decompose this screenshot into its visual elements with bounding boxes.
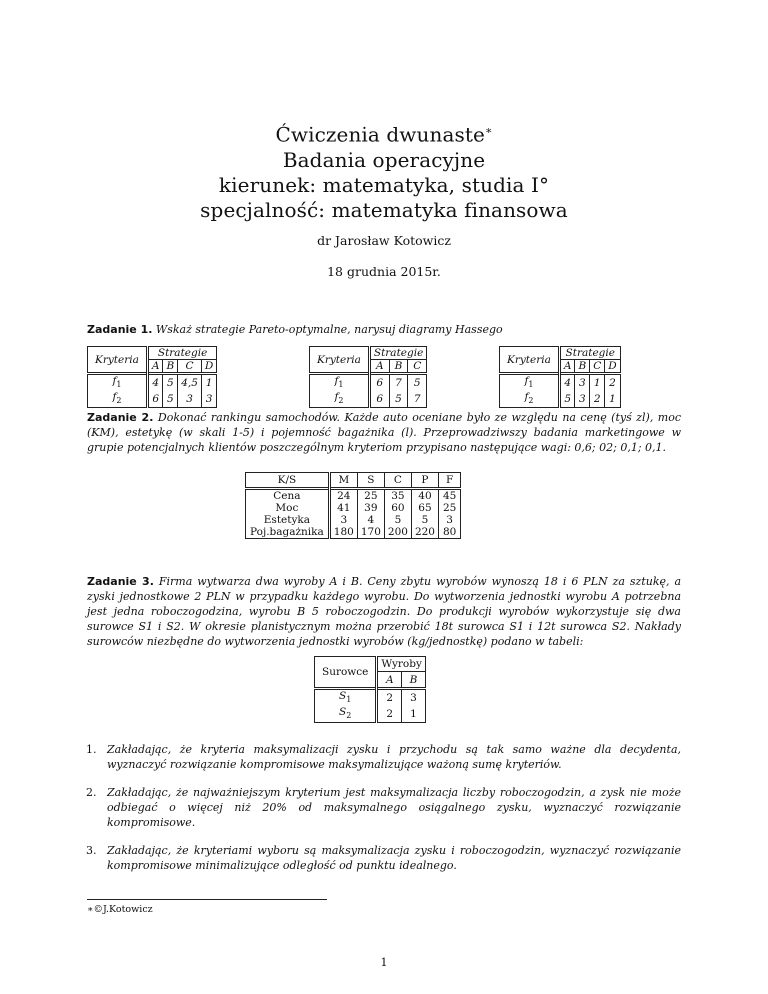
zadanie-3 bbox=[87, 574, 681, 649]
table-cell: 1 bbox=[402, 706, 426, 723]
table-header: Surowce bbox=[315, 657, 377, 689]
list-item: 3. Zakładając, że kryteriami wyboru są maksymalizacja zysku i roboczogodzin, wyznaczyć rozwiązanie kompromisowe minimalizujące odległość od punktu idealnego. bbox=[86, 844, 681, 872]
table-cell: 200 bbox=[384, 526, 411, 539]
table-cell: 180 bbox=[329, 526, 357, 539]
row-label: Moc bbox=[246, 502, 330, 514]
zadanie-2 bbox=[87, 410, 681, 455]
task-list bbox=[86, 742, 681, 886]
table-cell: 3 bbox=[178, 391, 202, 408]
table-header: Strategie bbox=[147, 347, 216, 360]
title-line: kierunek: matematyka, studia I° bbox=[218, 172, 550, 197]
table-cell: 6 bbox=[369, 391, 389, 408]
footnote-rule bbox=[87, 899, 327, 900]
table-cell: 40 bbox=[411, 489, 438, 503]
list-item: 1. Zakładając, że kryteria maksymalizacji zysku i przychodu są tak samo ważne dla decydenta, wyznaczyć rozwiązanie kompromisowe maksymalizujące ważoną sumę kryteriów. bbox=[86, 743, 681, 771]
col-header: B bbox=[402, 672, 426, 689]
col-header: F bbox=[438, 473, 460, 489]
table-cell: 25 bbox=[438, 502, 460, 514]
table-cell: 5 bbox=[411, 514, 438, 526]
table-cell: 3 bbox=[575, 374, 590, 392]
table-header: Kryteria bbox=[310, 347, 370, 374]
table-cell: 39 bbox=[357, 502, 384, 514]
table-cell: 80 bbox=[438, 526, 460, 539]
strategy-table-1 bbox=[87, 346, 217, 408]
table-cell: 2 bbox=[377, 706, 402, 723]
table-header: Strategie bbox=[559, 347, 620, 360]
col-header: A bbox=[147, 360, 163, 374]
table-cell: 7 bbox=[408, 391, 427, 408]
row-label: $f_2$ bbox=[500, 391, 560, 408]
table-cell: 4 bbox=[357, 514, 384, 526]
date: 18 grudnia 2015r. bbox=[327, 264, 441, 279]
col-header: P bbox=[411, 473, 438, 489]
row-label: $f_1$ bbox=[88, 374, 148, 392]
table-cell: 35 bbox=[384, 489, 411, 503]
col-header: B bbox=[389, 360, 408, 374]
table-cell: 3 bbox=[201, 391, 216, 408]
col-header: D bbox=[605, 360, 620, 374]
table-cell: 4,5 bbox=[178, 374, 202, 392]
title-line: Badania operacyjne bbox=[282, 147, 486, 172]
row-label: Poj.bagażnika bbox=[246, 526, 330, 539]
table-cell: 5 bbox=[559, 391, 575, 408]
table-cell: 170 bbox=[357, 526, 384, 539]
table-cell: 45 bbox=[438, 489, 460, 503]
col-header: C bbox=[178, 360, 202, 374]
row-label: Cena bbox=[246, 489, 330, 503]
table-header: Strategie bbox=[369, 347, 426, 360]
col-header: A bbox=[559, 360, 575, 374]
table-cell: 5 bbox=[389, 391, 408, 408]
table-cell: 41 bbox=[329, 502, 357, 514]
col-header: A bbox=[369, 360, 389, 374]
corner-header: K/S bbox=[246, 473, 330, 489]
page-number: 1 bbox=[380, 956, 388, 969]
author: dr Jarosław Kotowicz bbox=[317, 233, 451, 248]
row-label: $S_1$ bbox=[315, 689, 377, 707]
row-label: $S_2$ bbox=[315, 706, 377, 723]
zadanie-text: Firma wytwarza dwa wyroby A i B. Ceny zbytu wyrobów wynoszą 18 i 6 PLN za sztukę, a zyski jednostkowe 2 PLN w przypadku każdego wyrobu. Do wytworzenia jednostki wyrobu A potrzebna jest jedna roboczogodzina, wyrobu B 5 roboczogodzin. Do produkcji wyrobów wykorzystuje się dwa surowce S1 i S2. W okresie planistycznym można przerobić 18t surowca S1 i 12t surowca S2. Nakłady surowców niezbędne do wytworzenia jednostki wyrobów (kg/jednostkę) podano w tabeli: bbox=[87, 575, 682, 648]
zadanie-label: Zadanie 2. bbox=[87, 411, 154, 424]
row-label: $f_2$ bbox=[88, 391, 148, 408]
col-header: M bbox=[329, 473, 357, 489]
table-cell: 60 bbox=[384, 502, 411, 514]
row-label: $f_2$ bbox=[310, 391, 370, 408]
table-cell: 1 bbox=[605, 391, 620, 408]
title-line: specjalność: matematyka finansowa bbox=[200, 197, 568, 222]
table-cell: 3 bbox=[402, 689, 426, 707]
table-header: Wyroby bbox=[377, 657, 426, 672]
table-cell: 24 bbox=[329, 489, 357, 503]
zadanie-1 bbox=[87, 322, 681, 337]
col-header: S bbox=[357, 473, 384, 489]
title-line: Ćwiczenia dwunaste∗ bbox=[275, 122, 493, 147]
zadanie-text: Dokonać rankingu samochodów. Każde auto oceniane było ze względu na cenę (tyś zl), moc (KM), estetykę (w skali 1-5) i pojemność bagażnika (l). Przeprowadziwszy badania marketingowe w grupie potencjalnych klientów poszczególnym kryteriom przypisano następujące wagi: 0,6; 02; 0,1; 0,1. bbox=[87, 411, 681, 454]
table-cell: 6 bbox=[369, 374, 389, 392]
table-cell: 1 bbox=[590, 374, 605, 392]
table-cell: 2 bbox=[377, 689, 402, 707]
strategy-table-3 bbox=[499, 346, 621, 408]
table-cell: 5 bbox=[163, 391, 178, 408]
zadanie-text: Wskaż strategie Pareto-optymalne, narysuj diagramy Hassego bbox=[155, 323, 503, 336]
resources-table bbox=[314, 656, 426, 723]
zadanie-label: Zadanie 1. bbox=[87, 323, 153, 336]
col-header: B bbox=[163, 360, 178, 374]
table-cell: 5 bbox=[408, 374, 427, 392]
table-cell: 2 bbox=[590, 391, 605, 408]
table-cell: 220 bbox=[411, 526, 438, 539]
list-item: 2. Zakładając, że najważniejszym kryterium jest maksymalizacja liczby roboczogodzin, a zysk nie może odbiegać o więcej niż 20% od maksymalnego osiągalnego zysku, wyznaczyć rozwiązanie kompromisowe. bbox=[86, 786, 681, 829]
table-cell: 5 bbox=[163, 374, 178, 392]
table-cell: 7 bbox=[389, 374, 408, 392]
table-cell: 65 bbox=[411, 502, 438, 514]
row-label: $f_1$ bbox=[310, 374, 370, 392]
table-cell: 6 bbox=[147, 391, 163, 408]
row-label: $f_1$ bbox=[500, 374, 560, 392]
table-cell: 1 bbox=[201, 374, 216, 392]
col-header: B bbox=[575, 360, 590, 374]
table-header: Kryteria bbox=[88, 347, 148, 374]
col-header: A bbox=[377, 672, 402, 689]
table-cell: 4 bbox=[559, 374, 575, 392]
table-cell: 3 bbox=[575, 391, 590, 408]
ranking-table bbox=[245, 472, 461, 539]
table-cell: 3 bbox=[438, 514, 460, 526]
col-header: C bbox=[384, 473, 411, 489]
col-header: C bbox=[590, 360, 605, 374]
strategy-table-2 bbox=[309, 346, 427, 408]
table-cell: 4 bbox=[147, 374, 163, 392]
col-header: C bbox=[408, 360, 427, 374]
table-header: Kryteria bbox=[500, 347, 560, 374]
zadanie-label: Zadanie 3. bbox=[87, 575, 154, 588]
table-cell: 5 bbox=[384, 514, 411, 526]
title-block bbox=[0, 118, 768, 223]
table-cell: 2 bbox=[605, 374, 620, 392]
table-cell: 3 bbox=[329, 514, 357, 526]
table-cell: 25 bbox=[357, 489, 384, 503]
footnote: ∗©J.Kotowicz bbox=[87, 904, 153, 915]
row-label: Estetyka bbox=[246, 514, 330, 526]
col-header: D bbox=[201, 360, 216, 374]
